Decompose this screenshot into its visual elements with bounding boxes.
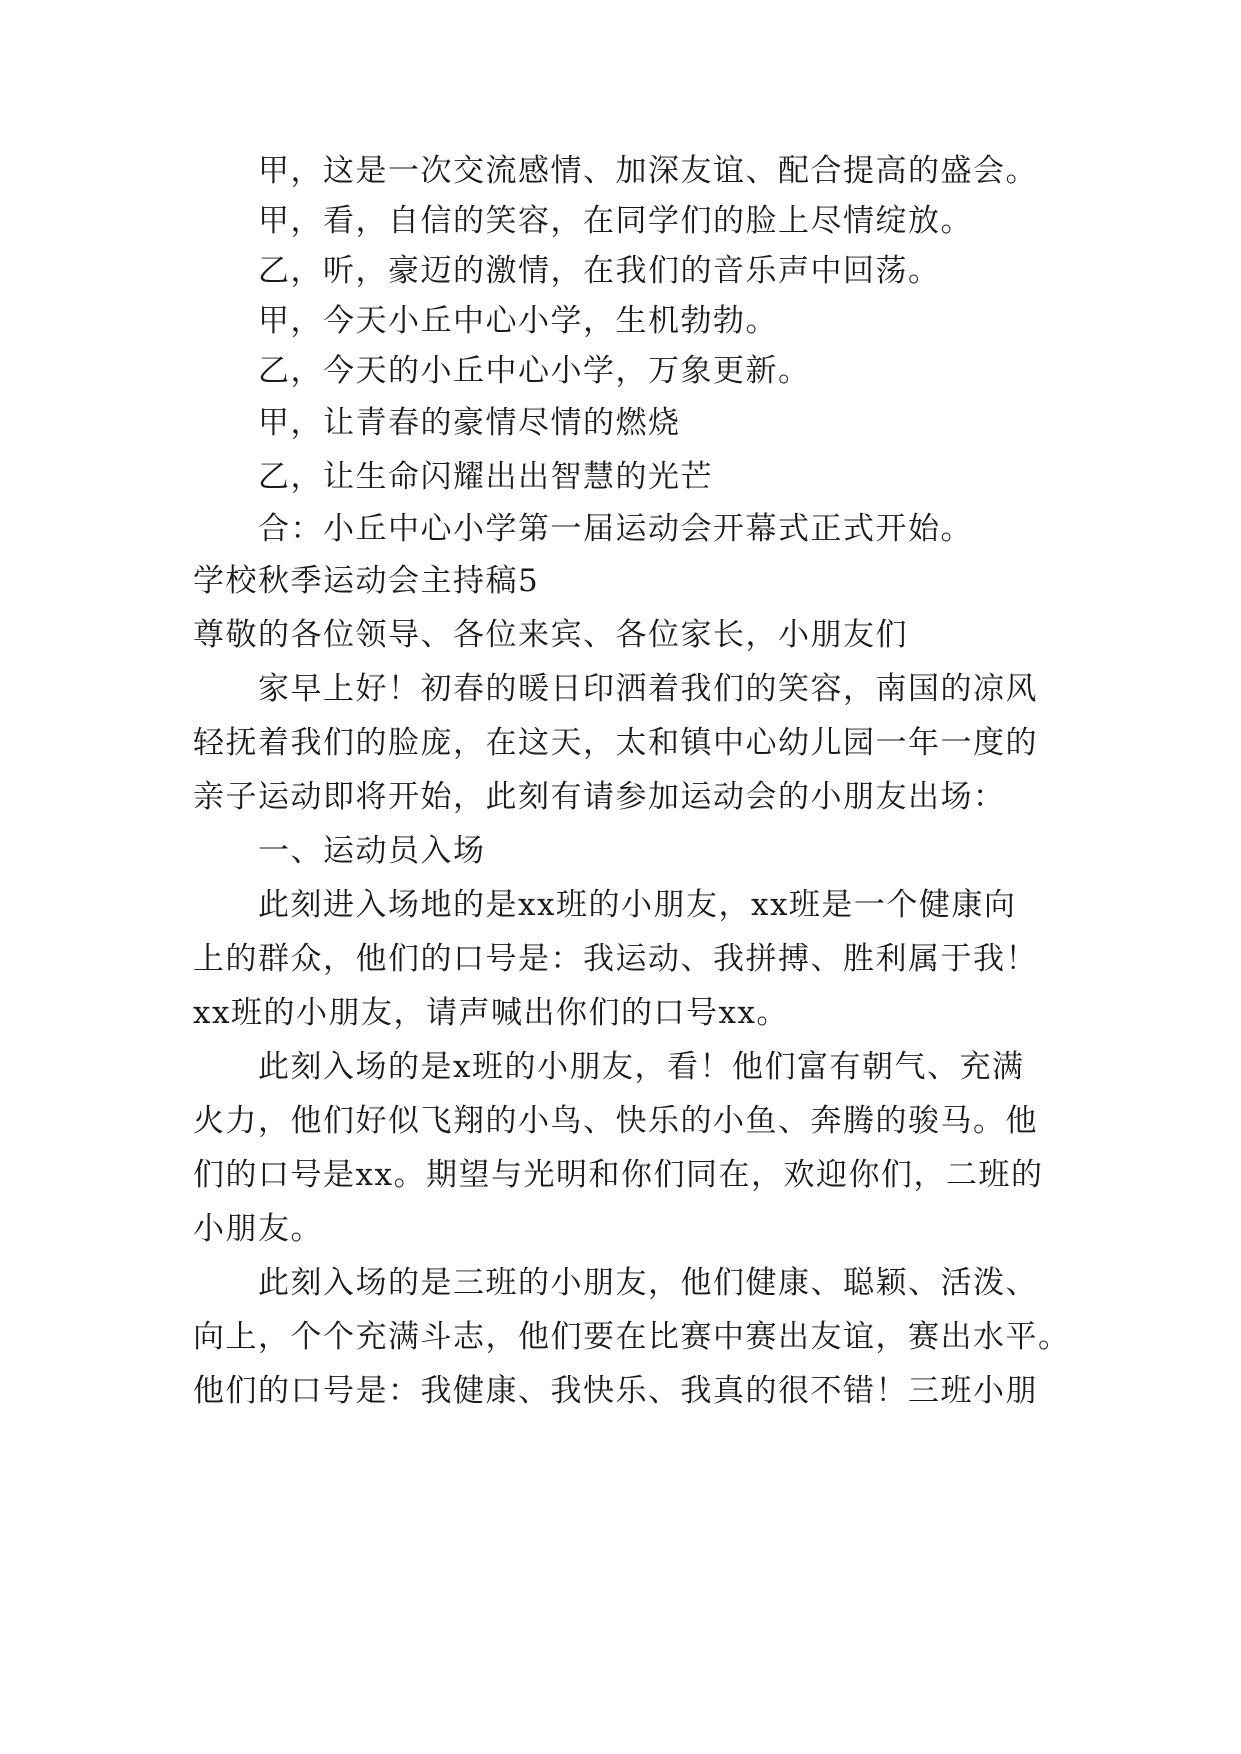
subheading: 一、运动员入场	[258, 833, 486, 869]
body-line: 轻抚着我们的脸庞，在这天，太和镇中心幼儿园一年一度的	[193, 725, 1038, 761]
body-line: 亲子运动即将开始，此刻有请参加运动会的小朋友出场：	[193, 779, 1006, 815]
dialogue-line: 乙，听，豪迈的激情，在我们的音乐声中回荡。	[258, 253, 941, 289]
dialogue-line: 合：小丘中心小学第一届运动会开幕式正式开始。	[258, 511, 973, 547]
section-heading: 学校秋季运动会主持稿5	[193, 563, 540, 599]
body-line: 向上，个个充满斗志，他们要在比赛中赛出友谊，赛出水平。	[193, 1319, 1071, 1355]
body-line: 们的口号是xx。期望与光明和你们同在，欢迎你们，二班的	[193, 1157, 1044, 1193]
dialogue-line: 甲，这是一次交流感情、加深友谊、配合提高的盛会。	[258, 153, 1038, 189]
body-line: 此刻进入场地的是xx班的小朋友，xx班是一个健康向	[258, 887, 1017, 923]
body-line: 火力，他们好似飞翔的小鸟、快乐的小鱼、奔腾的骏马。他	[193, 1103, 1038, 1139]
body-line: xx班的小朋友，请声喊出你们的口号xx。	[193, 995, 789, 1031]
dialogue-line: 甲，看，自信的笑容，在同学们的脸上尽情绽放。	[258, 203, 973, 239]
dialogue-line: 乙，今天的小丘中心小学，万象更新。	[258, 353, 811, 389]
dialogue-line: 乙，让生命闪耀出出智慧的光芒	[258, 459, 713, 495]
body-line: 家早上好！初春的暖日印洒着我们的笑容，南国的凉风	[258, 671, 1038, 707]
dialogue-line: 甲，今天小丘中心小学，生机勃勃。	[258, 303, 778, 339]
salutation: 尊敬的各位领导、各位来宾、各位家长，小朋友们	[193, 617, 908, 653]
dialogue-line: 甲，让青春的豪情尽情的燃烧	[258, 405, 681, 441]
body-line: 上的群众，他们的口号是：我运动、我拼搏、胜利属于我！	[193, 941, 1038, 977]
body-line: 他们的口号是：我健康、我快乐、我真的很不错！三班小朋	[193, 1373, 1038, 1409]
body-line: 此刻入场的是x班的小朋友，看！他们富有朝气、充满	[258, 1049, 1025, 1085]
body-line: 小朋友。	[193, 1211, 323, 1247]
body-line: 此刻入场的是三班的小朋友，他们健康、聪颖、活泼、	[258, 1265, 1038, 1301]
